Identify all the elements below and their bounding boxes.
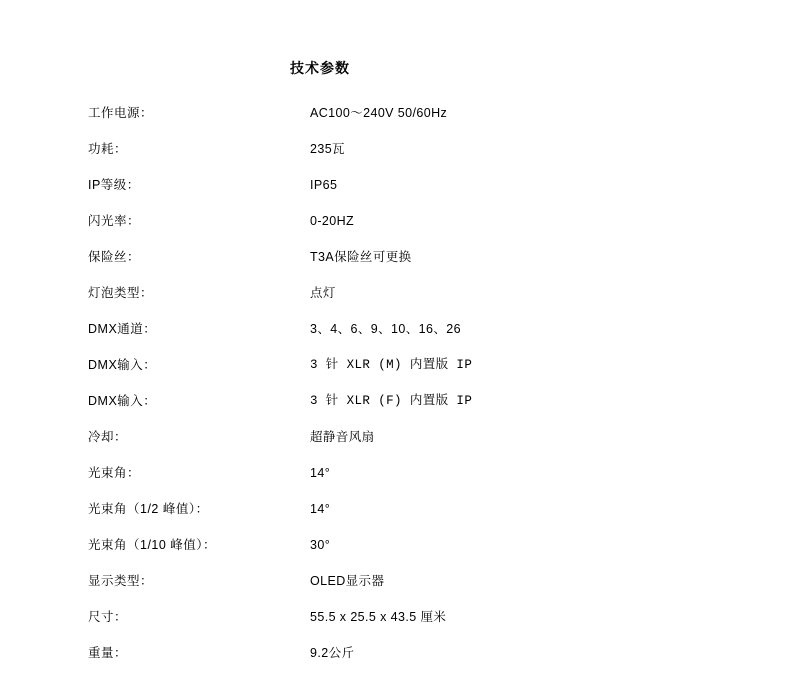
table-row xyxy=(88,429,728,465)
table-row xyxy=(88,177,728,213)
spec-label: DMX输入： xyxy=(88,358,157,372)
spec-label: 光束角（1/10 峰值）： xyxy=(88,538,217,552)
spec-label: DMX通道： xyxy=(88,322,157,336)
spec-value: 14° xyxy=(310,466,331,480)
table-row xyxy=(88,537,728,573)
table-row xyxy=(88,465,728,501)
specifications-table xyxy=(88,105,728,681)
spec-label: 工作电源： xyxy=(88,106,154,120)
table-row xyxy=(88,393,728,429)
spec-label: 保险丝： xyxy=(88,250,141,264)
spec-value: 3 针 XLR (F) 内置版 IP xyxy=(310,394,473,408)
table-row xyxy=(88,141,728,177)
table-row xyxy=(88,321,728,357)
spec-label: DMX输入： xyxy=(88,394,157,408)
spec-value: 9.2公斤 xyxy=(310,646,355,660)
page-title: 技术参数 xyxy=(290,60,350,76)
table-row xyxy=(88,573,728,609)
table-row xyxy=(88,213,728,249)
spec-value: 55.5 x 25.5 x 43.5 厘米 xyxy=(310,610,447,624)
spec-label: 冷却： xyxy=(88,430,128,444)
table-row xyxy=(88,285,728,321)
spec-label: IP等级： xyxy=(88,178,140,192)
spec-label: 灯泡类型： xyxy=(88,286,154,300)
spec-value: 14° xyxy=(310,502,331,516)
table-row xyxy=(88,249,728,285)
spec-label: 重量： xyxy=(88,646,128,660)
table-row xyxy=(88,357,728,393)
spec-value: 30° xyxy=(310,538,331,552)
spec-label: 光束角（1/2 峰值）： xyxy=(88,502,209,516)
spec-label: 光束角： xyxy=(88,466,141,480)
spec-value: 0-20HZ xyxy=(310,214,355,228)
spec-value: OLED显示器 xyxy=(310,574,385,588)
spec-label: 显示类型： xyxy=(88,574,154,588)
specifications-table-body xyxy=(88,105,728,681)
spec-value: 超静音风扇 xyxy=(310,430,375,444)
spec-label: 尺寸： xyxy=(88,610,128,624)
spec-label: 功耗： xyxy=(88,142,128,156)
table-row xyxy=(88,105,728,141)
spec-value: 3 针 XLR (M) 内置版 IP xyxy=(310,358,473,372)
spec-label: 闪光率： xyxy=(88,214,141,228)
table-row xyxy=(88,501,728,537)
spec-value: 3、4、6、9、10、16、26 xyxy=(310,322,461,336)
table-row xyxy=(88,609,728,645)
spec-value: T3A保险丝可更换 xyxy=(310,250,412,264)
table-row xyxy=(88,645,728,681)
spec-value: 点灯 xyxy=(310,286,336,300)
spec-value: 235瓦 xyxy=(310,142,345,156)
spec-value: IP65 xyxy=(310,178,338,192)
spec-value: AC100～240V 50/60Hz xyxy=(310,106,448,120)
